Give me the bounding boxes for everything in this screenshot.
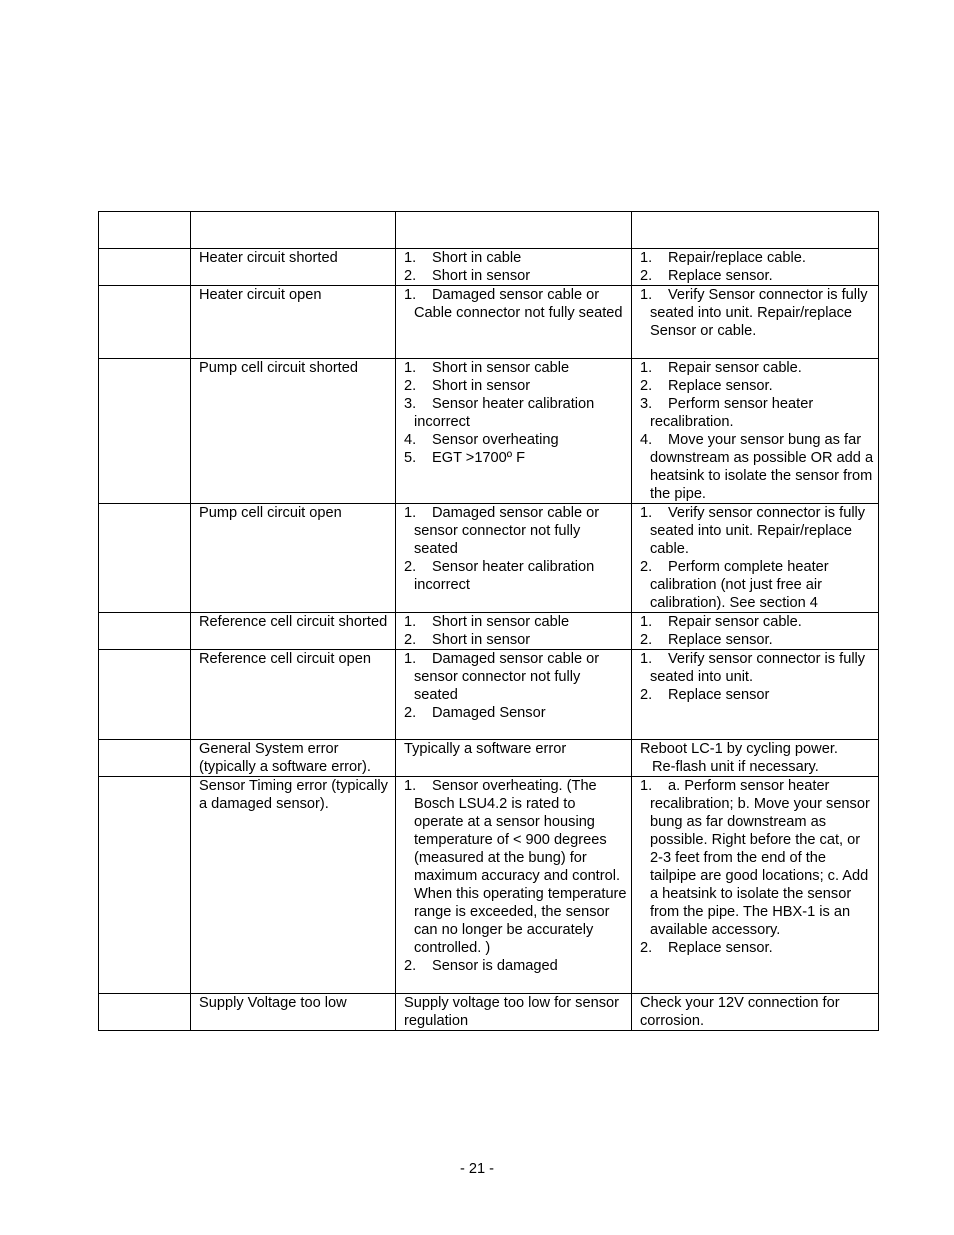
cause-cell <box>396 359 632 504</box>
list-number: 1. <box>404 505 417 521</box>
cause-item <box>404 395 627 431</box>
error-code-cell <box>99 994 191 1031</box>
solution-item <box>640 939 874 957</box>
header-cell-solution <box>632 212 879 249</box>
table-row <box>99 613 879 650</box>
troubleshooting-table <box>98 211 879 1031</box>
solution-text: Reboot LC-1 by cycling power. <box>640 741 838 757</box>
error-code-cell <box>99 359 191 504</box>
list-number: 2. <box>404 958 417 974</box>
solution-text: Check your 12V connection for corrosion. <box>640 995 840 1029</box>
list-number: 3. <box>404 396 417 412</box>
solution-item <box>640 286 874 340</box>
cause-item-text: EGT >1700º F <box>432 450 526 466</box>
solution-item-text: Repair sensor cable. <box>668 614 802 630</box>
cause-cell <box>396 650 632 740</box>
solution-item-text: Replace sensor. <box>668 940 773 956</box>
table-row <box>99 249 879 286</box>
table-row <box>99 359 879 504</box>
cause-item-text: Damaged Sensor <box>432 705 546 721</box>
cause-item <box>404 377 627 395</box>
table-row <box>99 777 879 994</box>
list-number: 1. <box>640 505 653 521</box>
condition-cell: Sensor Timing error (typically a damaged sensor). <box>191 777 396 994</box>
solution-text: Re-flash unit if necessary. <box>652 759 819 775</box>
list-number: 2. <box>640 559 653 575</box>
solution-item-list <box>640 249 874 285</box>
list-number: 4. <box>640 432 653 448</box>
condition-cell: Reference cell circuit shorted <box>191 613 396 650</box>
cause-item <box>404 704 627 722</box>
table-row <box>99 650 879 740</box>
condition-cell: Pump cell circuit shorted <box>191 359 396 504</box>
solution-item <box>640 359 874 377</box>
condition-cell: Reference cell circuit open <box>191 650 396 740</box>
list-number: 2. <box>640 940 653 956</box>
solution-item-text: Replace sensor <box>668 687 770 703</box>
error-code-cell <box>99 740 191 777</box>
table-header-row <box>99 212 879 249</box>
cause-cell <box>396 504 632 613</box>
cause-text: Typically a software error <box>404 741 567 757</box>
cause-item-text: Short in cable <box>432 250 522 266</box>
solution-item-text: Perform sensor heater recalibration. <box>650 396 814 430</box>
list-number: 1. <box>640 778 653 794</box>
list-number: 1. <box>404 651 417 667</box>
cause-item-list <box>404 613 627 649</box>
solution-item-list <box>640 359 874 503</box>
solution-item-text: Verify sensor connector is fully seated into unit. <box>650 651 866 685</box>
solution-item <box>640 377 874 395</box>
condition-cell: Heater circuit shorted <box>191 249 396 286</box>
list-number: 2. <box>404 268 417 284</box>
solution-item <box>640 631 874 649</box>
list-number: 4. <box>404 432 417 448</box>
solution-cell <box>632 504 879 613</box>
list-number: 1. <box>404 614 417 630</box>
solution-item-text: Move your sensor bung as far downstream as possible OR add a heatsink to isolate the sensor from the pipe. <box>650 432 874 502</box>
cause-item-list <box>404 249 627 285</box>
list-number: 1. <box>404 287 417 303</box>
cause-item-text: Short in sensor cable <box>432 360 570 376</box>
cause-item-list <box>404 777 627 975</box>
cause-text: Supply voltage too low for sensor regulation <box>404 995 619 1029</box>
solution-item-text: Replace sensor. <box>668 268 773 284</box>
solution-item <box>640 650 874 686</box>
cause-item-text: Damaged sensor cable or sensor connector not fully seated <box>414 651 600 703</box>
list-number: 2. <box>640 632 653 648</box>
table-body <box>99 212 879 1031</box>
list-number: 2. <box>404 632 417 648</box>
solution-item-text: Verify Sensor connector is fully seated into unit. Repair/replace Sensor or cable. <box>650 287 868 339</box>
cause-item-text: Sensor heater calibration incorrect <box>414 396 595 430</box>
table-row <box>99 740 879 777</box>
cause-item <box>404 631 627 649</box>
solution-item-text: a. Perform sensor heater recalibration; b. Move your sensor bung as far downstream as possible. Right before the cat, or 2-3 feet from the end of the tailpipe are good locations; c. Add a heatsink to isolate the sensor from the pipe. The HBX-1 is an available accessory. <box>650 778 870 938</box>
cause-item-text: Damaged sensor cable or sensor connector not fully seated <box>414 505 600 557</box>
cause-cell <box>396 286 632 359</box>
solution-item <box>640 267 874 285</box>
condition-cell: Heater circuit open <box>191 286 396 359</box>
solution-item <box>640 777 874 939</box>
cause-item <box>404 613 627 631</box>
error-code-cell <box>99 613 191 650</box>
header-cell-cause <box>396 212 632 249</box>
solution-item-text: Replace sensor. <box>668 632 773 648</box>
solution-item-text: Replace sensor. <box>668 378 773 394</box>
solution-item <box>640 431 874 503</box>
cause-item <box>404 286 627 322</box>
solution-item <box>640 395 874 431</box>
cause-item <box>404 650 627 704</box>
solution-item <box>640 686 874 704</box>
list-number: 2. <box>640 378 653 394</box>
condition-cell: General System error (typically a software error). <box>191 740 396 777</box>
cause-item-text: Sensor heater calibration incorrect <box>414 559 595 593</box>
cause-item <box>404 504 627 558</box>
solution-item-list <box>640 504 874 612</box>
list-number: 1. <box>404 360 417 376</box>
solution-item-text: Perform complete heater calibration (not just free air calibration). See section 4 <box>650 559 829 611</box>
condition-cell: Supply Voltage too low <box>191 994 396 1031</box>
solution-item <box>640 249 874 267</box>
error-code-cell <box>99 777 191 994</box>
condition-cell: Pump cell circuit open <box>191 504 396 613</box>
solution-cell <box>632 650 879 740</box>
list-number: 2. <box>640 268 653 284</box>
solution-cell <box>632 777 879 994</box>
solution-item-text: Repair sensor cable. <box>668 360 802 376</box>
solution-cell <box>632 613 879 650</box>
solution-cell <box>632 249 879 286</box>
cause-item-text: Short in sensor <box>432 378 531 394</box>
list-number: 2. <box>404 559 417 575</box>
cause-cell <box>396 994 632 1031</box>
error-code-cell <box>99 504 191 613</box>
cause-item-text: Short in sensor <box>432 632 531 648</box>
list-number: 1. <box>640 360 653 376</box>
cause-cell <box>396 613 632 650</box>
list-number: 1. <box>640 614 653 630</box>
solution-item-list <box>640 613 874 649</box>
list-number: 5. <box>404 450 417 466</box>
cause-item <box>404 267 627 285</box>
cause-item <box>404 777 627 957</box>
solution-item-text: Repair/replace cable. <box>668 250 806 266</box>
cause-item <box>404 431 627 449</box>
solution-cell <box>632 359 879 504</box>
cause-item-list <box>404 286 627 322</box>
table-row <box>99 504 879 613</box>
solution-item-list <box>640 777 874 957</box>
cause-item-list <box>404 650 627 722</box>
page-number: - 21 - <box>459 1161 495 1177</box>
solution-item-text: Verify sensor connector is fully seated into unit. Repair/replace cable. <box>650 505 866 557</box>
error-code-cell <box>99 650 191 740</box>
header-cell-code <box>99 212 191 249</box>
solution-item <box>640 558 874 612</box>
solution-cell <box>632 994 879 1031</box>
cause-item-list <box>404 359 627 467</box>
list-number: 1. <box>640 287 653 303</box>
table-row <box>99 994 879 1031</box>
header-cell-condition <box>191 212 396 249</box>
solution-item <box>640 613 874 631</box>
cause-item-text: Short in sensor cable <box>432 614 570 630</box>
cause-cell <box>396 777 632 994</box>
cause-item <box>404 249 627 267</box>
solution-cell <box>632 286 879 359</box>
cause-item-text: Short in sensor <box>432 268 531 284</box>
cause-item-text: Sensor overheating <box>432 432 559 448</box>
list-number: 2. <box>404 378 417 394</box>
solution-item-list <box>640 650 874 704</box>
solution-item-list <box>640 286 874 340</box>
cause-item-text: Sensor is damaged <box>432 958 558 974</box>
cause-item <box>404 359 627 377</box>
error-code-cell <box>99 286 191 359</box>
error-code-cell <box>99 249 191 286</box>
list-number: 1. <box>404 778 417 794</box>
cause-cell <box>396 740 632 777</box>
cause-item <box>404 957 627 975</box>
cause-item-text: Sensor overheating. (The Bosch LSU4.2 is rated to operate at a sensor housing temperature of < 900 degrees (measured at the bung) for maximum accuracy and control. When this operating temperature range is exceeded, the sensor can no longer be accurately controlled. ) <box>414 778 627 956</box>
cause-item-list <box>404 504 627 594</box>
list-number: 3. <box>640 396 653 412</box>
list-number: 1. <box>640 651 653 667</box>
cause-cell <box>396 249 632 286</box>
cause-item <box>404 558 627 594</box>
cause-item <box>404 449 627 467</box>
list-number: 2. <box>640 687 653 703</box>
list-number: 1. <box>404 250 417 266</box>
list-number: 2. <box>404 705 417 721</box>
solution-item <box>640 504 874 558</box>
table-row <box>99 286 879 359</box>
list-number: 1. <box>640 250 653 266</box>
solution-cell <box>632 740 879 777</box>
cause-item-text: Damaged sensor cable or Cable connector not fully seated <box>414 287 623 321</box>
